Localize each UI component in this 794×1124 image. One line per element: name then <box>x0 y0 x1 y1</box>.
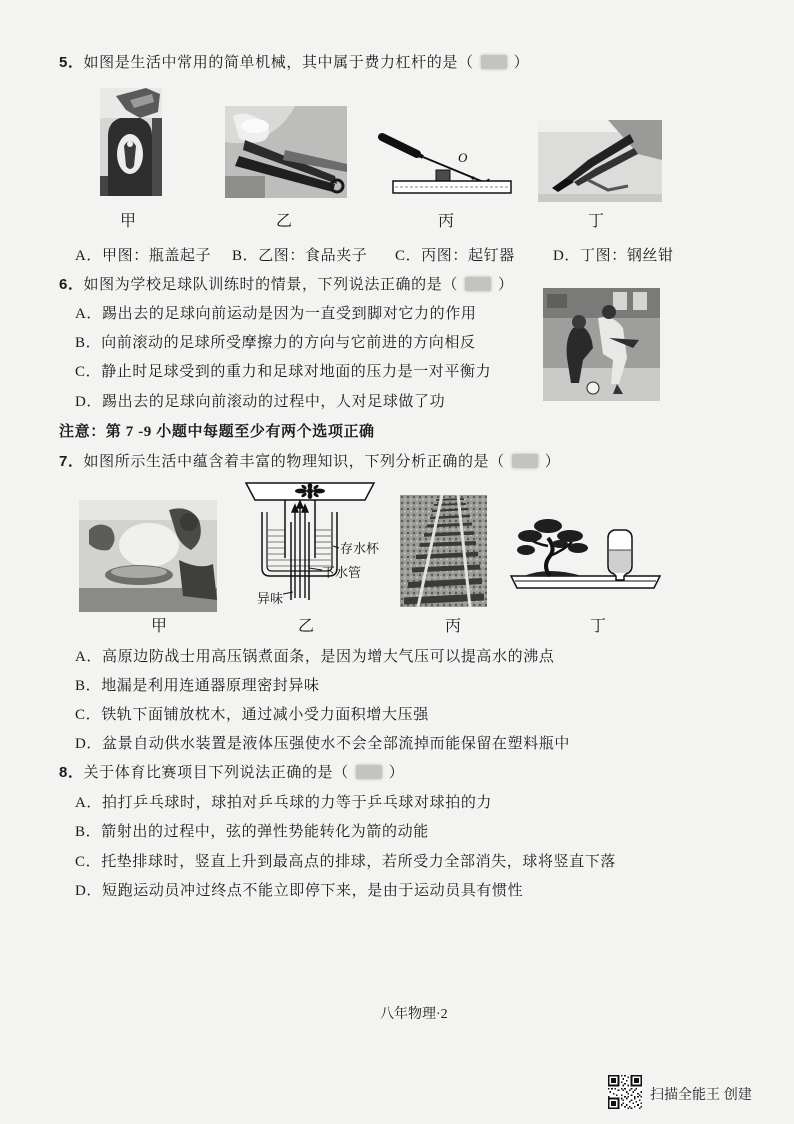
option-c: C．铁轨下面铺放枕木，通过减小受力面积增大压强 <box>75 707 429 723</box>
bonsai-self-watering-diagram <box>508 516 663 594</box>
option-b: B．向前滚动的足球所受摩擦力的方向与它前进的方向相反 <box>75 335 476 351</box>
question-text: 如图所示生活中蕴含着丰富的物理知识，下列分析正确的是 <box>83 454 490 470</box>
answer-blank-redacted <box>512 454 538 468</box>
option-b: B．地漏是利用连通器原理密封异味 <box>75 678 320 694</box>
figure-label-ding: 丁 <box>588 213 605 230</box>
question-7-stem <box>59 453 560 471</box>
paren-close: ） <box>497 277 514 293</box>
floor-drain-diagram <box>245 482 385 607</box>
question-5-stem <box>59 54 529 72</box>
trap-cup-label: 存水杯 <box>340 541 380 556</box>
option-a: A．拍打乒乓球时，球拍对乒乓球的力等于乒乓球对球拍的力 <box>75 795 493 811</box>
figure-label-bing: 丙 <box>438 213 455 230</box>
option-b: B．箭射出的过程中，弦的弹性势能转化为箭的动能 <box>75 824 429 840</box>
option-c: C．托垫排球时，竖直上升到最高点的排球，若所受力全部消失，球将竖直下落 <box>75 854 617 870</box>
option-d: D．丁图：钢丝钳 <box>553 248 674 264</box>
option-d: D．踢出去的足球向前滚动的过程中，人对足球做了功 <box>75 394 446 410</box>
railway-sleepers-photo <box>400 495 487 607</box>
paren-close: ） <box>544 454 561 470</box>
option-a: A．甲图：瓶盖起子 <box>75 248 212 264</box>
multi-answer-note: 注意：第 7 -9 小题中每题至少有两个选项正确 <box>59 424 375 440</box>
question-number: 6． <box>59 276 84 293</box>
football-training-photo <box>543 288 660 401</box>
scanner-app-stamp: 扫描全能王 创建 <box>650 1086 752 1102</box>
figure-label-jia: 甲 <box>151 618 168 635</box>
option-d: D．盆景自动供水装置是液体压强使水不会全部流掉而能保留在塑料瓶中 <box>75 736 571 752</box>
food-tongs-photo <box>225 106 347 198</box>
nail-puller-lever-diagram <box>377 130 513 196</box>
option-b: B．乙图：食品夹子 <box>232 248 368 264</box>
pivot-label: O <box>458 150 468 165</box>
page-footer: 八年物理·2 <box>380 1007 448 1022</box>
option-c: C．丙图：起钉器 <box>395 248 515 264</box>
figure-label-jia: 甲 <box>120 213 137 230</box>
paren-open: （ <box>457 55 474 71</box>
figure-label-ding: 丁 <box>590 618 607 635</box>
figure-label-bing: 丙 <box>445 618 462 635</box>
question-8-stem <box>59 764 404 782</box>
question-text: 如图为学校足球队训练时的情景，下列说法正确的是 <box>83 277 443 293</box>
question-number: 5． <box>59 54 84 71</box>
answer-blank-redacted <box>356 765 382 779</box>
question-text: 关于体育比赛项目下列说法正确的是 <box>83 765 334 781</box>
bottle-opener-photo <box>100 88 162 196</box>
question-6-stem <box>59 276 514 294</box>
figure-label-yi: 乙 <box>276 213 293 230</box>
drain-pipe-label: 下水管 <box>322 565 362 580</box>
question-text: 如图是生活中常用的简单机械，其中属于费力杠杆的是 <box>83 55 458 71</box>
pressure-cooker-photo <box>79 500 217 612</box>
paren-close: ） <box>513 55 530 71</box>
option-c: C．静止时足球受到的重力和足球对地面的压力是一对平衡力 <box>75 364 492 380</box>
answer-blank-redacted <box>481 55 507 69</box>
question-number: 7． <box>59 453 84 470</box>
paren-open: （ <box>489 454 505 470</box>
figure-label-yi: 乙 <box>298 618 315 635</box>
answer-blank-redacted <box>465 277 491 291</box>
option-a: A．踢出去的足球向前运动是因为一直受到脚对它力的作用 <box>75 306 477 322</box>
option-a: A．高原边防战士用高压锅煮面条，是因为增大气压可以提高水的沸点 <box>75 649 555 665</box>
option-d: D．短跑运动员冲过终点不能立即停下来，是由于运动员具有惯性 <box>75 883 524 899</box>
paren-open: （ <box>333 765 349 781</box>
paren-close: ） <box>388 765 405 781</box>
question-number: 8． <box>59 764 84 781</box>
paren-open: （ <box>442 277 458 293</box>
odor-label: 异味 <box>257 591 284 606</box>
pliers-photo <box>538 120 662 202</box>
qr-code-icon <box>608 1075 642 1109</box>
